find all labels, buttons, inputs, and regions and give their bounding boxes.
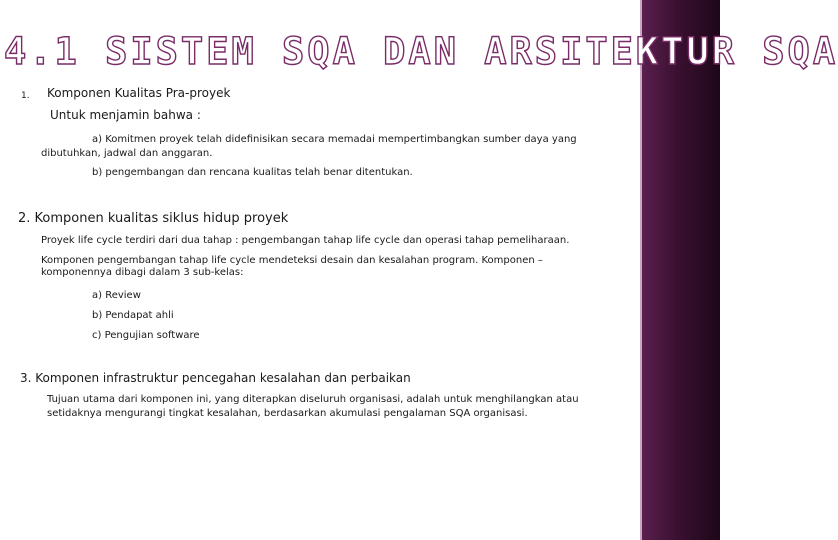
section2-item-expert-opinion: b) Pendapat ahli [92,310,174,321]
section2-item-software-testing: c) Pengujian software [92,330,200,341]
slide-title: 4.1 SISTEM SQA DAN ARSITEKTUR SQA [4,30,838,73]
section1-item-a-line1: a) Komitmen proyek telah didefinisikan secara memadai mempertimbangkan sumber daya yang [92,134,577,145]
section1-intro: Untuk menjamin bahwa : [50,108,201,122]
decorative-sidebar [642,0,720,540]
section3-para-line2: setidaknya mengurangi tingkat kesalahan, berdasarkan akumulasi pengalaman SQA organisasi. [47,408,528,419]
section3-heading: 3. Komponen infrastruktur pencegahan kesalahan dan perbaikan [20,371,411,385]
section2-item-review: a) Review [92,290,141,301]
section1-item-b: b) pengembangan dan rencana kualitas telah benar ditentukan. [92,167,413,178]
section2-para2-line2: komponennya dibagi dalam 3 sub-kelas: [41,267,244,278]
section2-para2-line1: Komponen pengembangan tahap life cycle mendeteksi desain dan kesalahan program. Komponen – [41,255,543,266]
section3-para-line1: Tujuan utama dari komponen ini, yang diterapkan diseluruh organisasi, adalah untuk menghilangkan atau [47,394,579,405]
section2-para1: Proyek life cycle terdiri dari dua tahap : pengembangan tahap life cycle dan operasi tahap pemeliharaan. [41,235,570,246]
section1-number: 1. [21,91,30,101]
section1-heading: Komponen Kualitas Pra-proyek [47,86,231,100]
section1-item-a-line2: dibutuhkan, jadwal dan anggaran. [41,148,213,159]
section2-heading: 2. Komponen kualitas siklus hidup proyek [18,211,289,226]
